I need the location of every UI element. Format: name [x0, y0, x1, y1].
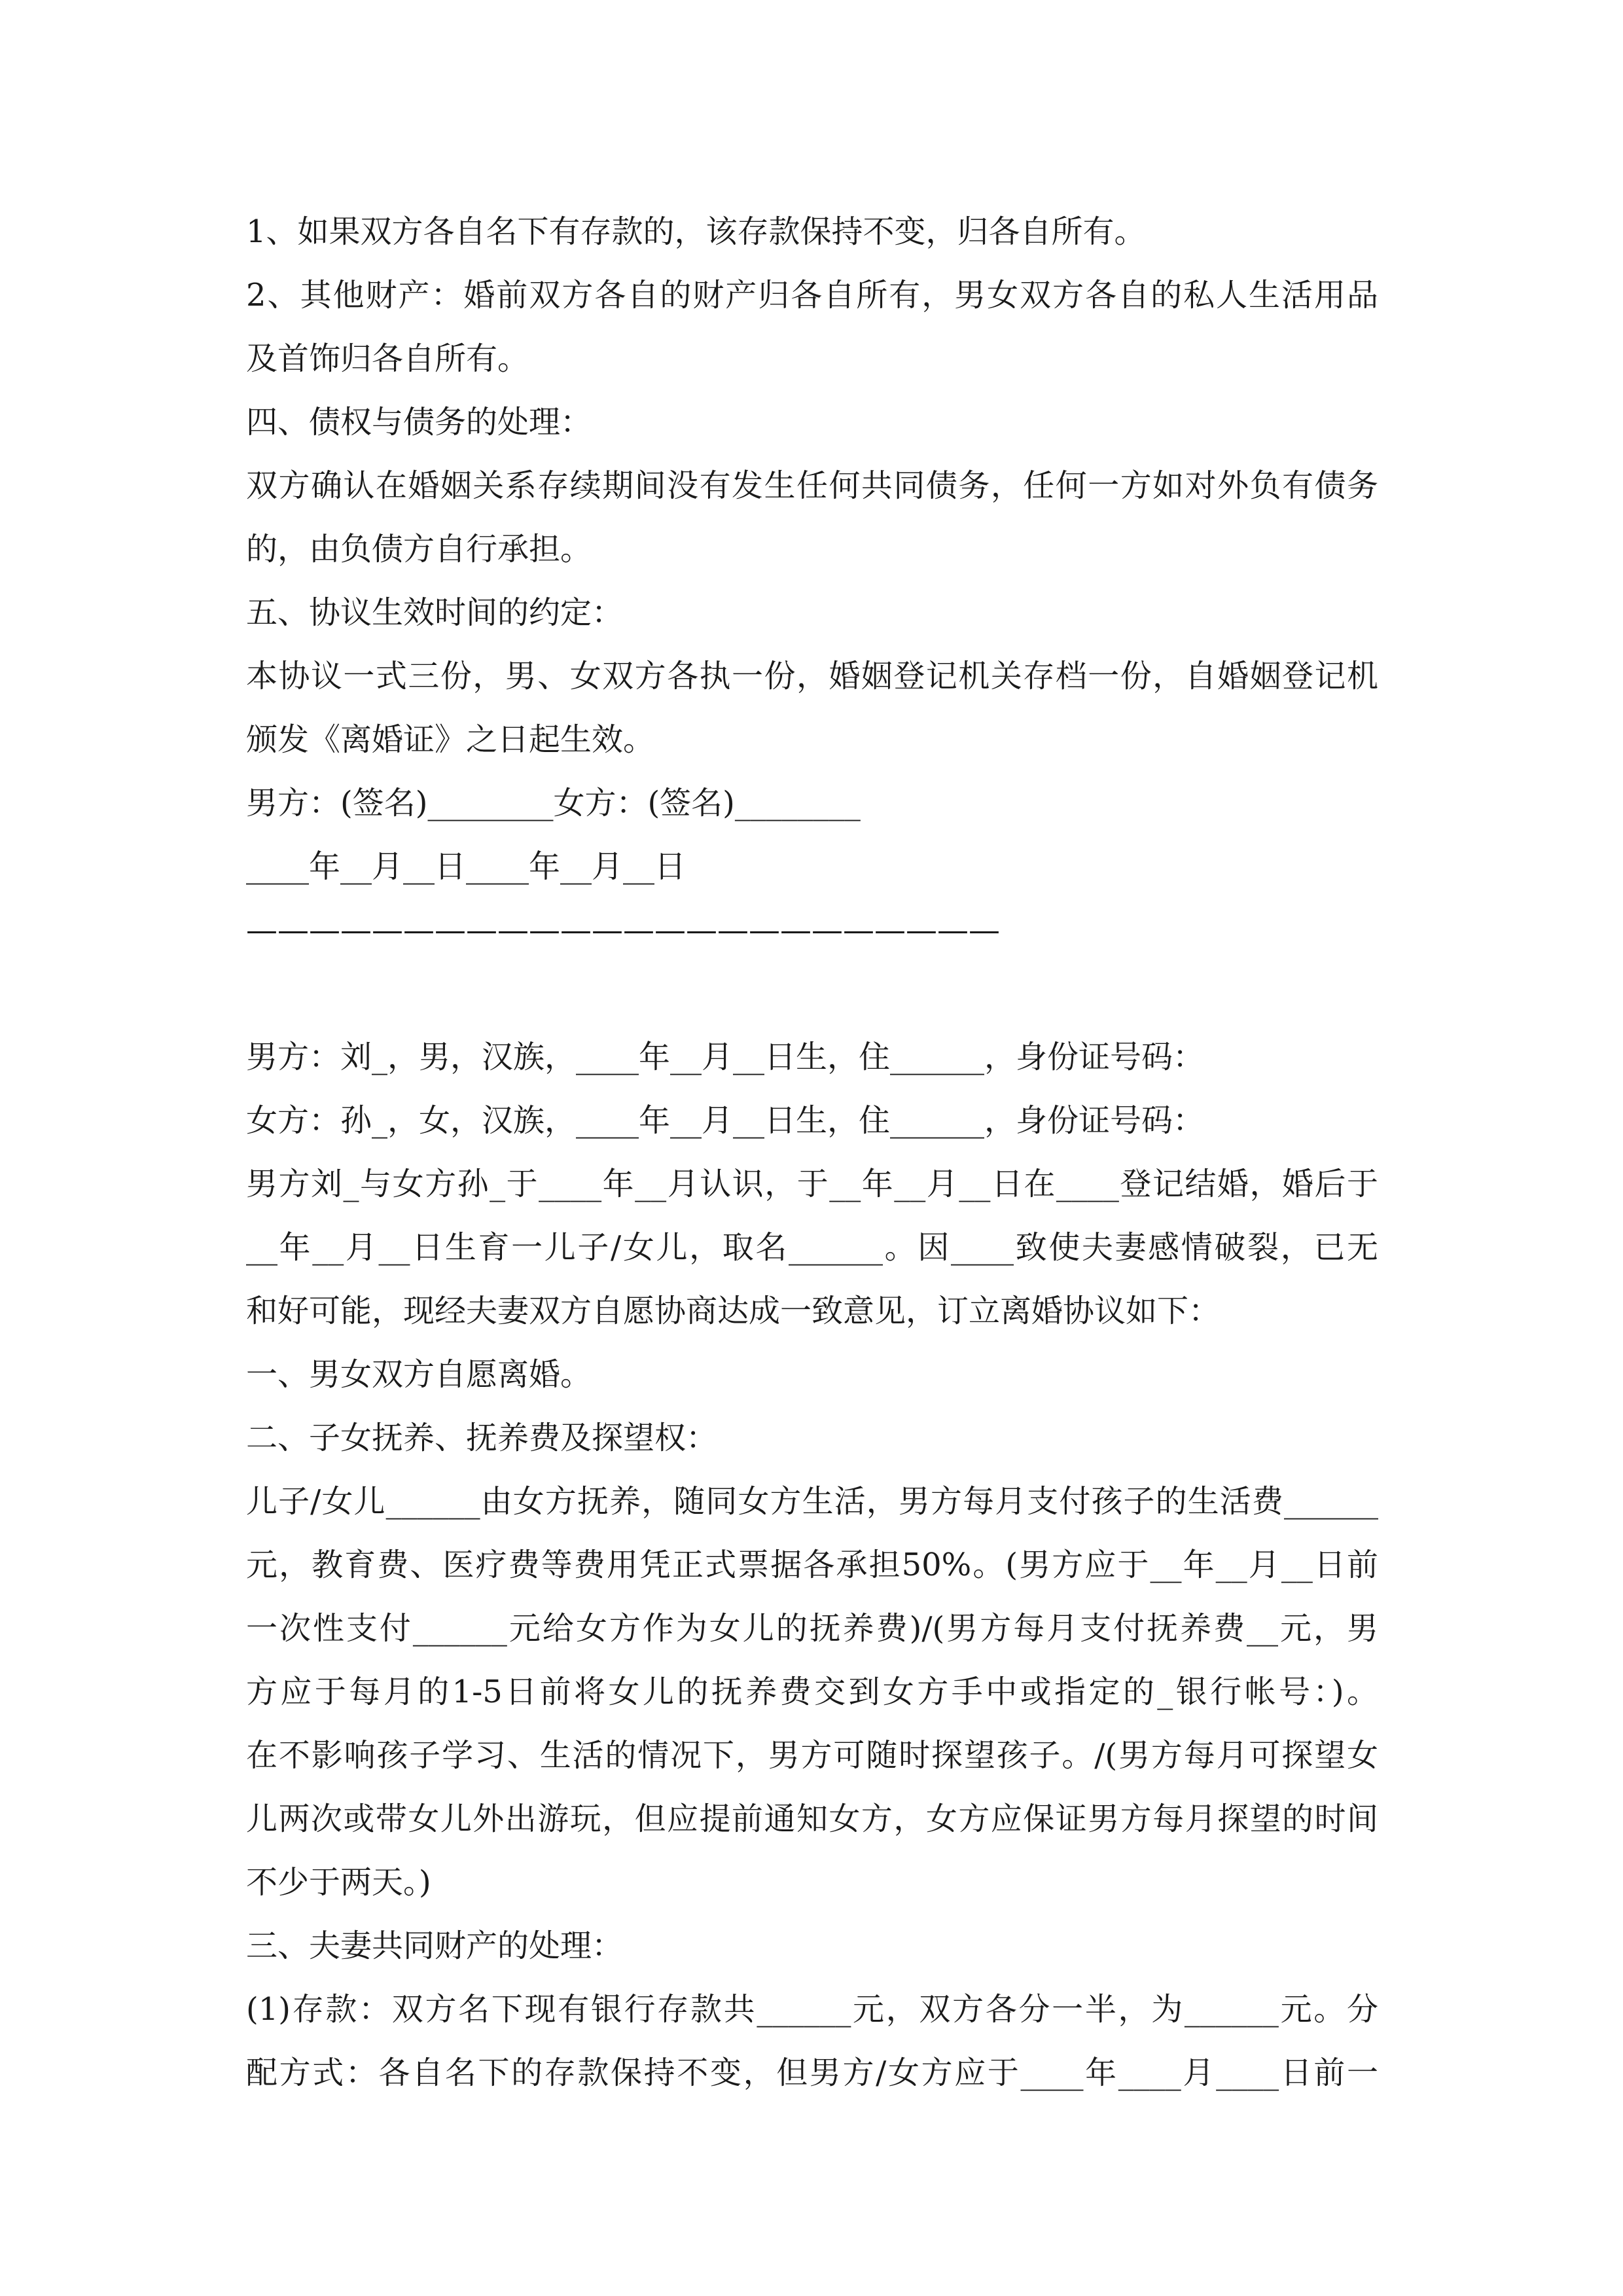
text-line-1: 1、如果双方各自名下有存款的，该存款保持不变，归各自所有。: [246, 213, 1146, 250]
text-line-18: 和好可能，现经夫妻双方自愿协商达成一致意见，订立离婚协议如下：: [246, 1293, 1221, 1329]
text-line-27: 不少于两天。): [246, 1864, 431, 1901]
text-line-23: 一次性支付______元给女方作为女儿的抚养费)/(男方每月支付抚养费__元，男: [246, 1610, 1378, 1647]
text-line-16: 男方刘_与女方孙_于____年__月认识，于__年__月__日在____登记结婚，婚后于: [246, 1166, 1378, 1202]
section-heading-divorce: 一、男女双方自愿离婚。: [246, 1356, 592, 1393]
text-line-24: 方应于每月的1-5日前将女儿的抚养费交到女方手中或指定的_银行帐号：)。: [246, 1674, 1378, 1710]
separator-line: ————————————————————————: [246, 912, 1000, 948]
text-line-9: 颁发《离婚证》之日起生效。: [246, 721, 655, 758]
document-page: [246, 200, 1378, 2105]
wife-info-line: 女方：孙_，女，汉族，____年__月__日生，住______，身份证号码：: [246, 1102, 1205, 1139]
section-heading-debts: 四、债权与债务的处理：: [246, 404, 592, 440]
section-heading-effective-date: 五、协议生效时间的约定：: [246, 594, 624, 631]
blank-line: [246, 962, 1378, 1026]
text-line-25: 在不影响孩子学习、生活的情况下，男方可随时探望孩子。/(男方每月可探望女: [246, 1737, 1378, 1774]
text-line-3: 及首饰归各自所有。: [246, 340, 529, 377]
section-heading-custody: 二、子女抚养、抚养费及探望权：: [246, 1420, 718, 1456]
text-line-22: 元，教育费、医疗费等费用凭正式票据各承担50%。(男方应于__年__月__日前: [246, 1547, 1378, 1583]
text-line-6: 的，由负债方自行承担。: [246, 531, 592, 567]
text-line-8: 本协议一式三份，男、女双方各执一份，婚姻登记机关存档一份，自婚姻登记机: [246, 658, 1378, 694]
text-line-2: 2、其他财产：婚前双方各自的财产归各自所有，男女双方各自的私人生活用品: [246, 277, 1378, 314]
text-line-30: 配方式：各自名下的存款保持不变，但男方/女方应于____年____月____日前一: [246, 2054, 1378, 2091]
text-line-17: __年__月__日生育一儿子/女儿，取名______。因____致使夫妻感情破裂，已无: [246, 1229, 1378, 1266]
text-line-21: 儿子/女儿______由女方抚养，随同女方生活，男方每月支付孩子的生活费______: [246, 1483, 1378, 1520]
date-line: ____年__月__日____年__月__日: [246, 848, 687, 885]
signature-line: 男方：(签名)________女方：(签名)________: [246, 785, 861, 821]
text-line-29: (1)存款：双方名下现有银行存款共______元，双方各分一半，为______元。分: [246, 1991, 1378, 2028]
text-line-26: 儿两次或带女儿外出游玩，但应提前通知女方，女方应保证男方每月探望的时间: [246, 1801, 1378, 1837]
text-line-5: 双方确认在婚姻关系存续期间没有发生任何共同债务，任何一方如对外负有债务: [246, 467, 1378, 504]
husband-info-line: 男方：刘_，男，汉族，____年__月__日生，住______，身份证号码：: [246, 1039, 1205, 1075]
section-heading-property: 三、夫妻共同财产的处理：: [246, 1928, 624, 1964]
